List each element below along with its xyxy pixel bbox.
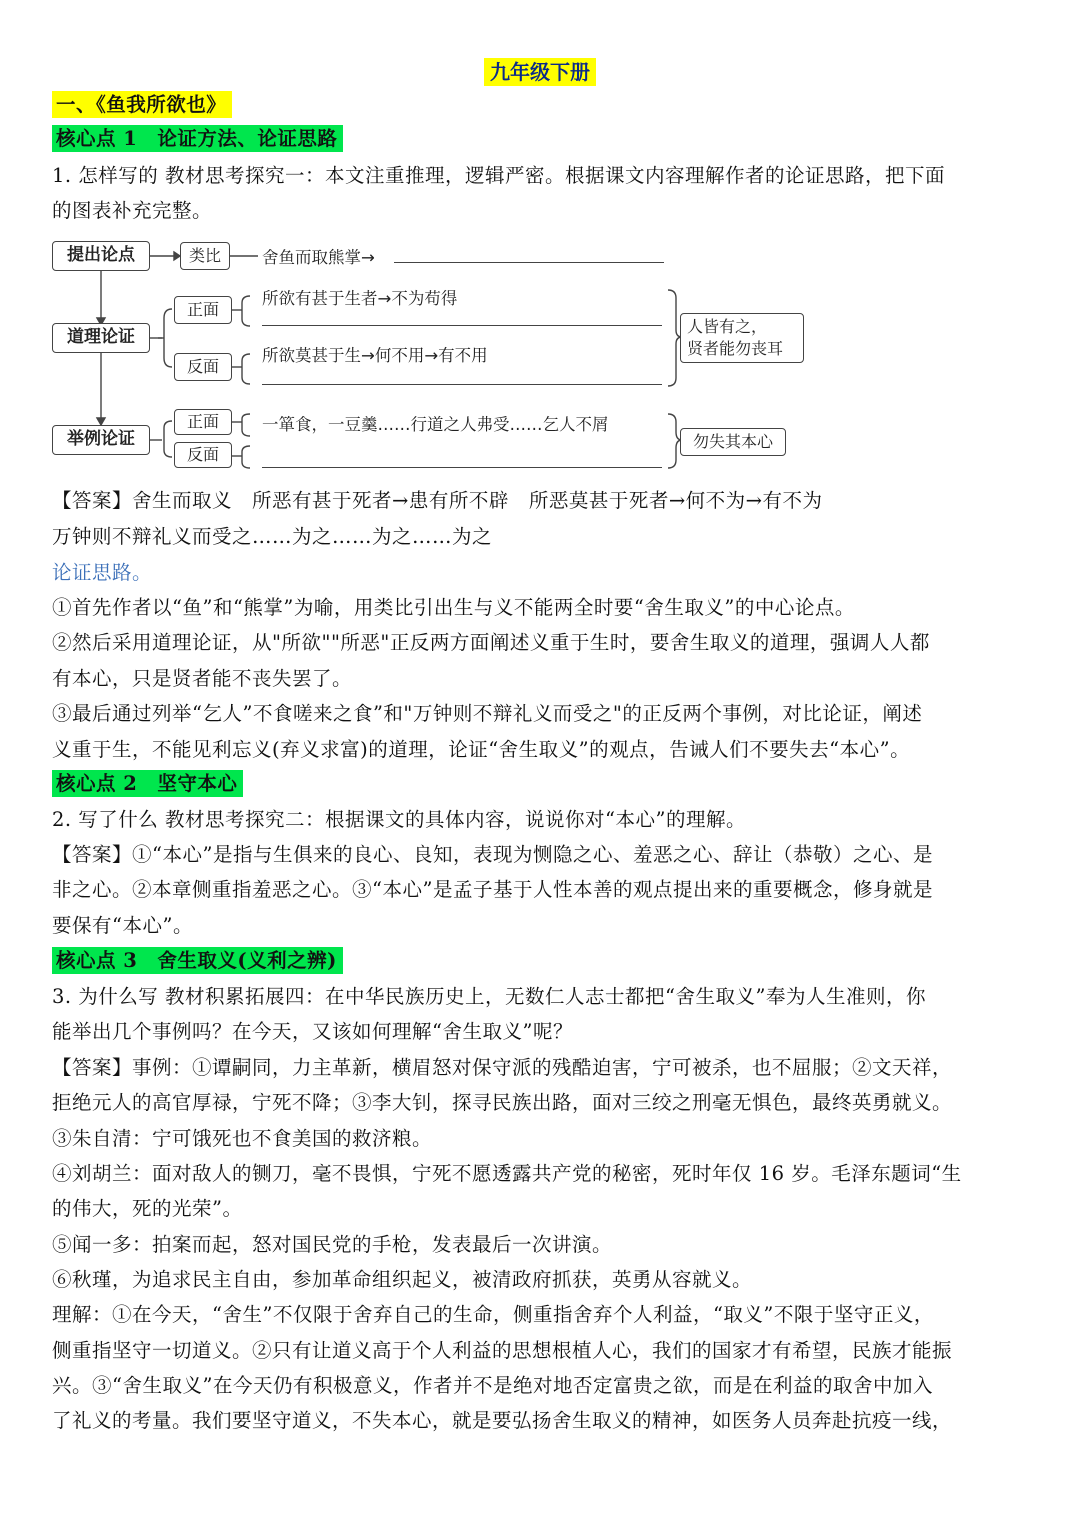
positive-1-text: 所欲有甚于生者→不为苟得 bbox=[262, 289, 458, 308]
thinking-p3-line-2: 义重于生，不能见利忘义(弃义求富)的道理，论证“舍生取义”的观点，告诫人们不要失去“本心”。 bbox=[52, 738, 911, 761]
section-heading: 一、《鱼我所欲也》 bbox=[52, 92, 232, 118]
negative-1-text: 所欲莫甚于生→何不用→有不用 bbox=[262, 346, 488, 365]
blank-line bbox=[262, 325, 662, 326]
answer-2-line-3: 要保有“本心”。 bbox=[52, 914, 193, 937]
understanding-line-2: 侧重指坚守一切道义。②只有让道义高于个人利益的思想根植人心，我们的国家才有希望，民族才能振 bbox=[52, 1339, 953, 1362]
blank-line bbox=[262, 467, 662, 468]
answer-3-line-2: 拒绝元人的高官厚禄，宁死不降；③李大钊，探寻民族出路，面对三绞之刑毫无惧色，最终英勇就义。 bbox=[52, 1091, 953, 1114]
answer-3-line-4: ④刘胡兰：面对敌人的铡刀，毫不畏惧，宁死不愿透露共产党的秘密，死时年仅 16 岁。毛泽东题词“生 bbox=[52, 1162, 962, 1185]
conclusion-box-2: 勿失其本心 bbox=[680, 428, 786, 456]
question-1-line-1: 1. 怎样写的 教材思考探究一：本文注重推理，逻辑严密。根据课文内容理解作者的论证思路，把下面 bbox=[52, 164, 946, 187]
box-positive-1: 正面 bbox=[174, 296, 232, 324]
understanding-line-1: 理解：①在今天，“舍生”不仅限于舍弃自己的生命，侧重指舍弃个人利益，“取义”不限于坚守正义， bbox=[52, 1303, 934, 1326]
answer-2-line-1: 【答案】①“本心”是指与生俱来的良心、良知，表现为恻隐之心、羞恶之心、辞让（恭敬）之心、是 bbox=[52, 843, 933, 866]
thinking-label: 论证思路。 bbox=[52, 561, 153, 584]
thinking-p1: ①首先作者以“鱼”和“熊掌”为喻，用类比引出生与义不能两全时要“舍生取义”的中心论点。 bbox=[52, 596, 855, 619]
box-analogy: 类比 bbox=[180, 242, 230, 270]
box-negative-2: 反面 bbox=[174, 442, 232, 468]
core-point-1-heading: 核心点 1 论证方法、论证思路 bbox=[52, 126, 343, 152]
conclusion-box-1 bbox=[680, 313, 804, 363]
understanding-line-4: 了礼义的考量。我们要坚守道义，不失本心，就是要弘扬舍生取义的精神，如医务人员奔赴抗疫一线， bbox=[52, 1409, 953, 1432]
conclusion-1-line-1: 人皆有之， bbox=[687, 317, 768, 336]
blank-line bbox=[262, 384, 662, 385]
question-3-line-2: 能举出几个事例吗？在今天，又该如何理解“舍生取义”呢？ bbox=[52, 1020, 573, 1043]
thinking-p2-line-1: ②然后采用道理论证，从"所欲""所恶"正反两方面阐述义重于生时，要舍生取义的道理，强调人人都 bbox=[52, 631, 930, 654]
box-reasoning-argument: 道理论证 bbox=[52, 323, 150, 353]
question-2: 2. 写了什么 教材思考探究二：根据课文的具体内容，说说你对“本心”的理解。 bbox=[52, 808, 746, 831]
analogy-text: 舍鱼而取熊掌→ bbox=[262, 248, 375, 267]
conclusion-1-line-2: 贤者能勿丧耳 bbox=[687, 339, 784, 358]
question-3-line-1: 3. 为什么写 教材积累拓展四：在中华民族历史上，无数仁人志士都把“舍生取义”奉为人生准则，你 bbox=[52, 985, 926, 1008]
box-negative-1: 反面 bbox=[174, 353, 232, 381]
thinking-p2-line-2: 有本心，只是贤者能不丧失罢了。 bbox=[52, 667, 353, 690]
page-title: 九年级下册 bbox=[0, 56, 1080, 85]
answer-3-line-1: 【答案】事例：①谭嗣同，力主革新，横眉怒对保守派的残酷迫害，宁可被杀，也不屈服；②文天祥， bbox=[52, 1056, 953, 1079]
answer-2-line-2: 非之心。②本章侧重指羞恶之心。③“本心”是孟子基于人性本善的观点提出来的重要概念，修身就是 bbox=[52, 878, 933, 901]
box-example-argument: 举例论证 bbox=[52, 425, 150, 455]
blank-line bbox=[394, 262, 664, 263]
box-propose-argument: 提出论点 bbox=[52, 241, 150, 271]
answer-3-line-5: 的伟大，死的光荣”。 bbox=[52, 1197, 243, 1220]
positive-2-text: 一箪食，一豆羹……行道之人弗受……乞人不屑 bbox=[262, 415, 609, 434]
core-point-3-heading: 核心点 3 舍生取义(义利之辨) bbox=[52, 948, 343, 974]
answer-1-line-1: 【答案】舍生而取义 所恶有甚于死者→患有所不辟 所恶莫甚于死者→何不为→有不为 bbox=[52, 489, 823, 512]
box-positive-2: 正面 bbox=[174, 409, 232, 435]
question-1-line-2: 的图表补充完整。 bbox=[52, 199, 213, 222]
answer-1-line-2: 万钟则不辩礼义而受之……为之……为之……为之 bbox=[52, 525, 493, 548]
understanding-line-3: 兴。③“舍生取义”在今天仍有积极意义，作者并不是绝对地否定富贵之欲，而是在利益的取舍中加入 bbox=[52, 1374, 933, 1397]
answer-3-line-3: ③朱自清：宁可饿死也不食美国的救济粮。 bbox=[52, 1127, 433, 1150]
thinking-p3-line-1: ③最后通过列举“乞人”不食嗟来之食”和"万钟则不辩礼义而受之"的正反两个事例，对比论证，阐述 bbox=[52, 702, 923, 725]
core-point-2-heading: 核心点 2 坚守本心 bbox=[52, 771, 243, 797]
answer-3-line-7: ⑥秋瑾，为追求民主自由，参加革命组织起义，被清政府抓获，英勇从容就义。 bbox=[52, 1268, 753, 1291]
answer-3-line-6: ⑤闻一多：拍案而起，怒对国民党的手枪，发表最后一次讲演。 bbox=[52, 1233, 613, 1256]
